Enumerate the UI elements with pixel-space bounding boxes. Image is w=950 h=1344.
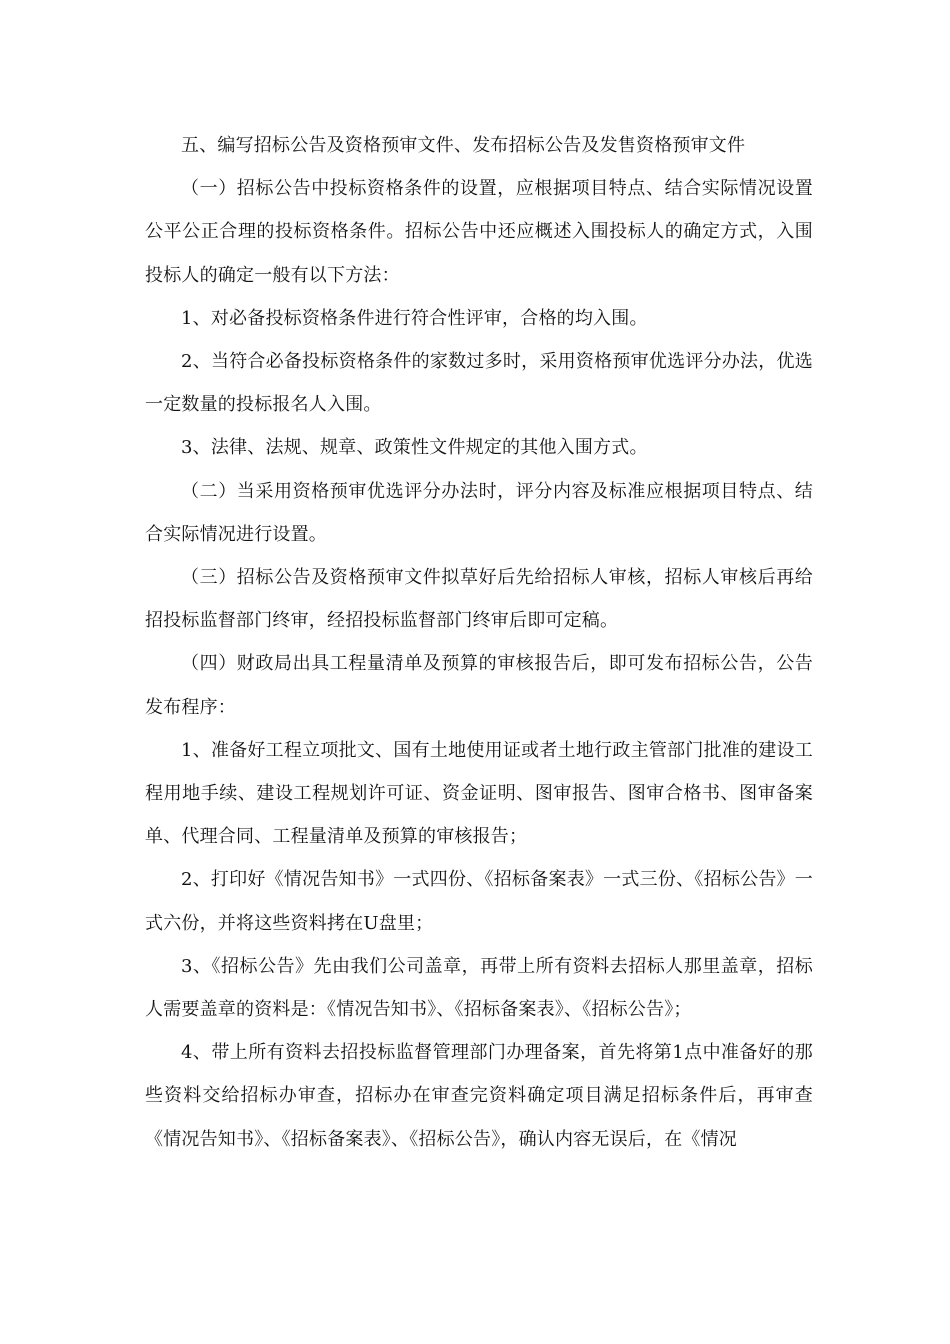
list-item: 2、打印好《情况告知书》一式四份、《招标备案表》一式三份、《招标公告》一式六份，并将这些资料拷在U盘里； — [145, 869, 813, 934]
list-item: 3、法律、法规、规章、政策性文件规定的其他入围方式。 — [181, 437, 648, 459]
list-item: 3、《招标公告》先由我们公司盖章，再带上所有资料去招标人那里盖章，招标人需要盖章的资料是：《情况告知书》、《招标备案表》、《招标公告》； — [145, 955, 813, 1021]
paragraph: （三）招标公告及资格预审文件拟草好后先给招标人审核，招标人审核后再给招投标监督部门终审，经招投标监督部门终审后即可定稿。 — [145, 567, 813, 632]
paragraph: （四）财政局出具工程量清单及预算的审核报告后，即可发布招标公告，公告发布程序： — [145, 653, 813, 718]
list-item: 2、当符合必备投标资格条件的家数过多时，采用资格预审优选评分办法，优选一定数量的投标报名人入围。 — [145, 351, 813, 416]
paragraph: （二）当采用资格预审优选评分办法时，评分内容及标准应根据项目特点、结合实际情况进行设置。 — [145, 480, 813, 545]
list-item: 4、带上所有资料去招投标监督管理部门办理备案，首先将第1点中准备好的那些资料交给招标办审查，招标办在审查完资料确定项目满足招标条件后，再审查《情况告知书》、《招标备案表》、《招标公告》，确认内容无误后，在《情况 — [145, 1042, 813, 1150]
list-item: 1、准备好工程立项批文、国有土地使用证或者土地行政主管部门批准的建设工程用地手续、建设工程规划许可证、资金证明、图审报告、图审合格书、图审备案单、代理合同、工程量清单及预算的审核报告； — [145, 739, 813, 848]
document-body — [145, 124, 813, 1161]
list-item: 1、对必备投标资格条件进行符合性评审，合格的均入围。 — [181, 307, 648, 329]
section-heading: 五、编写招标公告及资格预审文件、发布招标公告及发售资格预审文件 — [181, 135, 746, 156]
paragraph: （一）招标公告中投标资格条件的设置，应根据项目特点、结合实际情况设置公平公正合理的投标资格条件。招标公告中还应概述入围投标人的确定方式，入围投标人的确定一般有以下方法： — [145, 178, 813, 286]
